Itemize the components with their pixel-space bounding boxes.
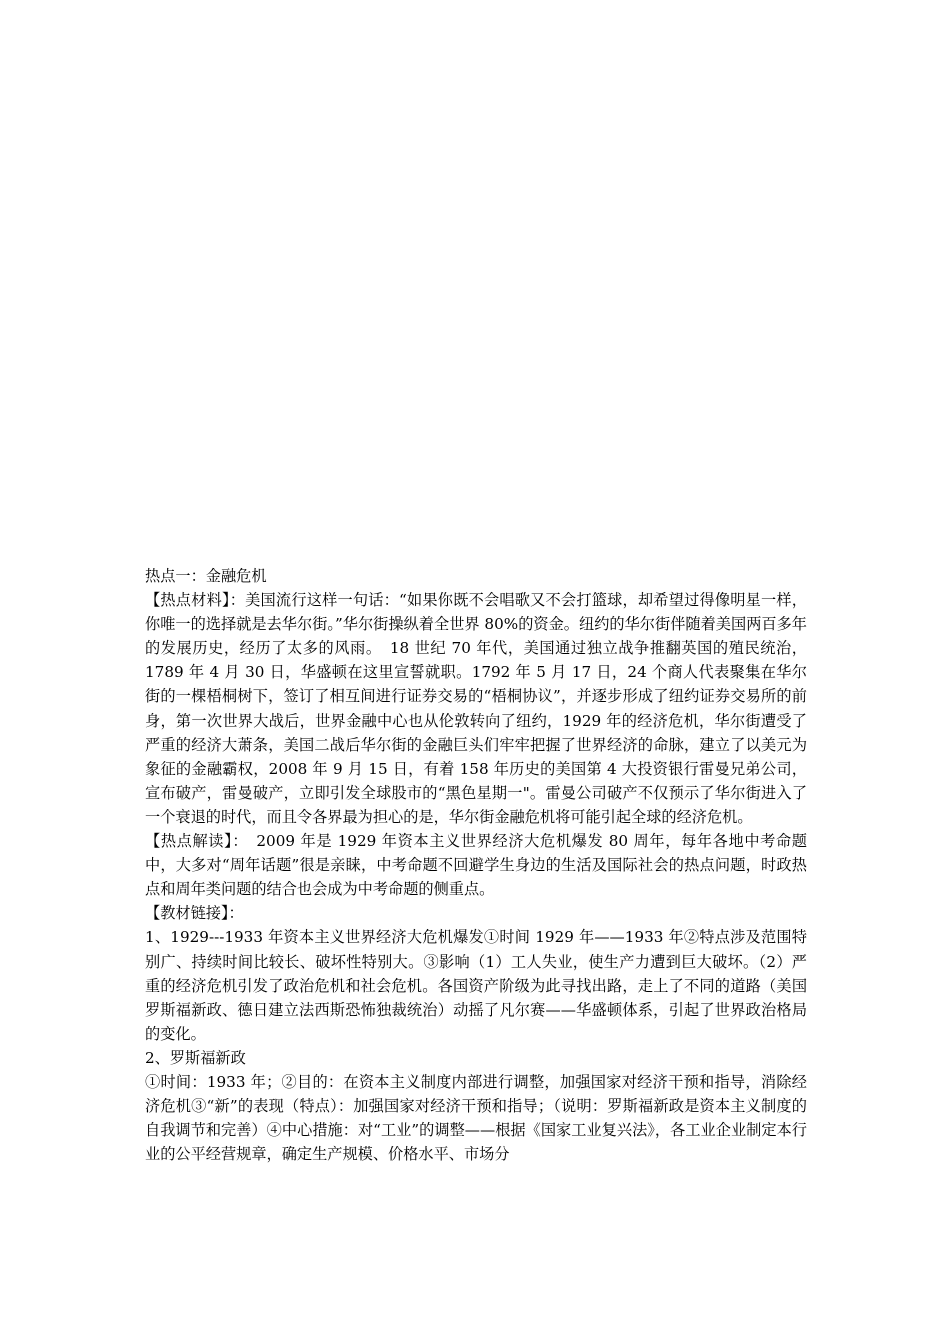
document-body [145, 564, 807, 1166]
hot-interpretation-paragraph: 【热点解读】： 2009 年是 1929 年资本主义世界经济大危机爆发 80 周年，每年各地中考命题中，大多对“周年话题”很是亲睐，中考命题不回避学生身边的生活及国际社会的热点问题，时政热点和周年类问题的结合也会成为中考命题的侧重点。 [145, 832, 807, 899]
textbook-link-heading: 【教材链接】： [145, 904, 244, 923]
new-deal-paragraph: ①时间：1933 年；②目的：在资本主义制度内部进行调整，加强国家对经济干预和指导，消除经济危机③“新”的表现（特点）：加强国家对经济干预和指导；（说明：罗斯福新政是资本主义制度的自我调节和完善）④中心措施：对“工业”的调整——根据《国家工业复兴法》，各工业企业制定本行业的公平经营规章，确定生产规模、价格水平、市场分 [145, 1072, 807, 1164]
section-title: 热点一：金融危机 [145, 567, 267, 585]
new-deal-heading: 2、罗斯福新政 [145, 1048, 246, 1067]
economic-crisis-paragraph: 1、1929---1933 年资本主义世界经济大危机爆发①时间 1929 年——1933 年②特点涉及范围特别广、持续时间比较长、破坏性特别大。③影响（1）工人失业，使生产力遭到巨大破坏。（2）严重的经济危机引发了政治危机和社会危机。各国资产阶级为此寻找出路，走上了不同的道路（美国罗斯福新政、德日建立法西斯恐怖独裁统治）动摇了凡尔赛——华盛顿体系，引起了世界政治格局的变化。 [145, 928, 807, 1043]
hot-material-paragraph: 【热点材料】：美国流行这样一句话：“如果你既不会唱歌又不会打篮球，却希望过得像明星一样，你唯一的选择就是去华尔街。”华尔街操纵着全世界 80%的资金。纽约的华尔街伴随着美国两百多年的发展历史，经历了太多的风雨。 18 世纪 70 年代，美国通过独立战争推翻英国的殖民统治，1789 年 4 月 30 日，华盛顿在这里宣誓就职。1792 年 5 月 17 日，24 个商人代表聚集在华尔街的一棵梧桐树下，签订了相互间进行证券交易的“梧桐协议”，并逐步形成了纽约证券交易所的前身，第一次世界大战后，世界金融中心也从伦敦转向了纽约，1929 年的经济危机，华尔街遭受了严重的经济大萧条，美国二战后华尔街的金融巨头们牢牢把握了世界经济的命脉，建立了以美元为象征的金融霸权，2008 年 9 月 15 日，有着 158 年历史的美国第 4 大投资银行雷曼兄弟公司，宣布破产，雷曼破产，立即引发全球股市的“黑色星期一"。雷曼公司破产不仅预示了华尔街进入了一个衰退的时代，而且令各界最为担心的是，华尔街金融危机将可能引起全球的经济危机。 [145, 591, 807, 826]
